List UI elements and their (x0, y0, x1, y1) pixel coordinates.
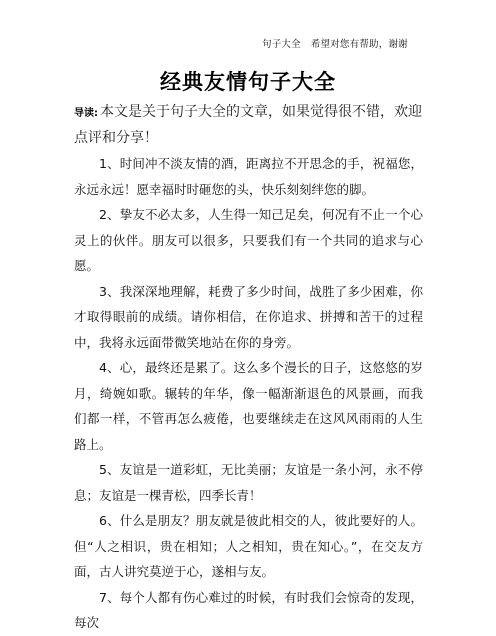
paragraph: 4、心，最终还是累了。这么多个漫长的日子，这悠悠的岁月，绮婉如歌。辗转的年华，像一幅渐渐退色的风景画，而我们都一样，不管再怎么疲倦，也要继续走在这风风雨雨的人生路上。 (74, 360, 423, 452)
article-intro (74, 100, 430, 151)
paragraph: 2、挚友不必太多，人生得一知己足矣，何况有不止一个心灵上的伙伴。朋友可以很多，只要我们有一个共同的追求与心愿。 (74, 207, 423, 273)
paragraph: 5、友谊是一道彩虹，无比美丽；友谊是一条小河，永不停息；友谊是一棵青松，四季长青！ (74, 462, 423, 503)
paragraph: 3、我深深地理解，耗费了多少时间，战胜了多少困难，你才取得眼前的成绩。请你相信，在你追求、拼搏和苦干的过程中，我将永远面带微笑地站在你的身旁。 (74, 283, 423, 350)
paragraph: 6、什么是朋友？朋友就是彼此相交的人，彼此要好的人。但“人之相识，贵在相知；人之相知，贵在知心。”，在交友方面，古人讲究莫逆于心，遂相与友。 (74, 513, 423, 579)
header-slogan: 希望对您有帮助，谢谢 (310, 39, 408, 50)
header-site-name: 句子大全 (262, 39, 301, 50)
intro-text: 本文是关于句子大全的文章，如果觉得很不错，欢迎点评和分享！ (74, 104, 422, 146)
paragraph: 7、每个人都有伤心难过的时候，有时我们会惊奇的发现，每次 (74, 589, 423, 630)
page-header (262, 36, 408, 50)
article-body (74, 151, 423, 636)
article-title: 经典友情句子大全 (160, 70, 336, 94)
paragraph: 1、时间冲不淡友情的酒，距离拉不开思念的手，祝福您，永远永远！愿幸福时时砸您的头，快乐刻刻绊您的脚。 (74, 156, 423, 197)
intro-label: 导读: (74, 108, 98, 119)
